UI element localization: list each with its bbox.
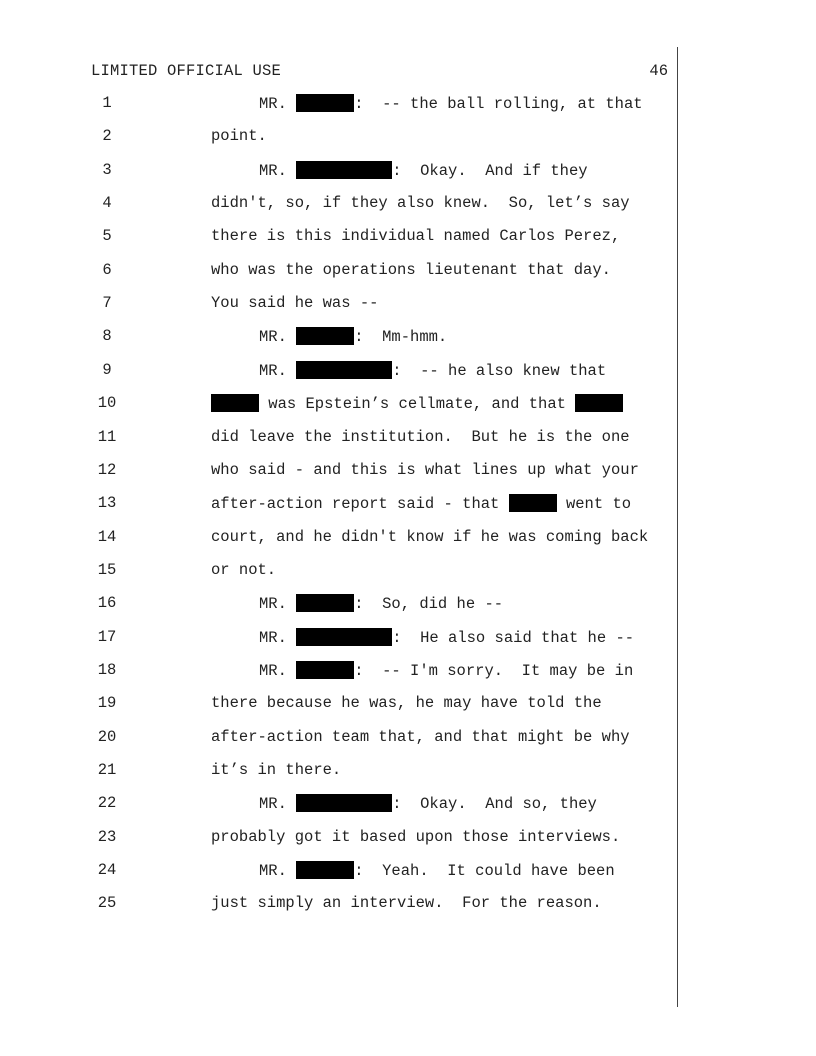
text-segment: MR.	[259, 661, 297, 680]
line-number: 23	[97, 827, 117, 846]
text-segment: court, and he didn't know if he was coming back	[211, 527, 649, 546]
line-number: 22	[97, 794, 117, 813]
redaction-box	[296, 794, 392, 812]
line-number: 10	[97, 394, 117, 413]
text-segment: : -- he also knew that	[392, 361, 607, 380]
line-text	[259, 661, 633, 680]
line-number: 21	[97, 761, 117, 779]
text-segment: was Epstein’s cellmate, and that	[259, 395, 576, 414]
line-number: 11	[97, 427, 117, 446]
text-segment: : Yeah. It could have been	[354, 862, 615, 881]
text-segment: : -- the ball rolling, at that	[354, 95, 643, 113]
redaction-box	[296, 327, 354, 345]
line-number: 1	[102, 94, 112, 112]
line-text	[259, 327, 447, 346]
line-text	[259, 861, 615, 880]
redaction-box	[296, 594, 354, 612]
line-text	[211, 828, 620, 846]
line-number: 15	[97, 560, 117, 579]
text-segment: MR.	[259, 95, 297, 113]
text-segment: after-action team that, and that might be why	[211, 727, 630, 746]
line-text	[211, 227, 620, 245]
redaction-box	[509, 494, 557, 512]
text-segment: MR.	[259, 161, 297, 180]
text-segment: MR.	[259, 595, 297, 614]
text-segment: : Mm-hmm.	[354, 328, 448, 347]
classification-header: LIMITED OFFICIAL USE	[91, 62, 282, 80]
line-number: 14	[97, 527, 117, 546]
line-text	[211, 394, 623, 413]
line-text	[211, 127, 267, 145]
text-segment: MR.	[259, 328, 297, 347]
redaction-box	[296, 361, 392, 379]
redaction-box	[575, 394, 623, 412]
text-segment: after-action report said - that	[211, 495, 509, 514]
line-number: 4	[102, 194, 112, 213]
line-text	[211, 528, 648, 546]
line-number: 13	[97, 494, 117, 513]
line-text	[211, 761, 341, 779]
text-segment: who was the operations lieutenant that day.	[211, 260, 611, 279]
line-number: 20	[97, 727, 117, 746]
line-text	[259, 794, 597, 813]
line-text	[259, 361, 606, 380]
right-margin-rule	[677, 47, 678, 1007]
text-segment: : Okay. And so, they	[392, 795, 597, 814]
text-segment: : So, did he --	[354, 595, 504, 614]
line-number: 8	[102, 327, 112, 346]
line-text	[211, 428, 630, 446]
redaction-box	[296, 861, 354, 879]
line-number: 12	[97, 460, 117, 479]
redaction-box	[296, 94, 354, 112]
line-text	[259, 628, 634, 647]
line-text	[259, 161, 588, 180]
text-segment: there because he was, he may have told the	[211, 694, 602, 713]
line-number: 17	[97, 627, 117, 646]
text-segment: : He also said that he --	[392, 628, 635, 647]
text-segment: did leave the institution. But he is the one	[211, 427, 630, 446]
text-segment: who said - and this is what lines up what your	[211, 460, 639, 479]
line-text	[211, 894, 602, 912]
text-segment: probably got it based upon those interviews.	[211, 827, 621, 846]
line-number: 6	[102, 260, 112, 279]
line-number: 3	[102, 160, 112, 179]
line-number: 9	[102, 360, 112, 379]
text-segment: it’s in there.	[211, 761, 342, 779]
text-segment: : Okay. And if they	[392, 161, 588, 180]
redaction-box	[296, 661, 354, 679]
line-text	[211, 261, 611, 279]
redaction-box	[211, 394, 259, 412]
text-segment: You said he was --	[211, 294, 379, 313]
line-text	[211, 694, 602, 712]
line-number: 2	[102, 127, 112, 146]
text-segment: didn't, so, if they also knew. So, let’s say	[211, 194, 630, 213]
text-segment: or not.	[211, 560, 277, 579]
line-text	[211, 294, 378, 312]
text-segment: MR.	[259, 862, 297, 881]
line-text	[211, 494, 631, 513]
line-number: 7	[102, 294, 112, 313]
line-text	[211, 194, 630, 212]
line-text	[211, 461, 639, 479]
line-text	[259, 594, 503, 613]
text-segment: went to	[556, 495, 632, 514]
page-number: 46	[649, 62, 668, 80]
text-segment: just simply an interview. For the reason.	[211, 894, 602, 913]
text-segment: there is this individual named Carlos Perez,	[211, 227, 621, 246]
text-segment: point.	[211, 127, 267, 146]
line-text	[211, 561, 276, 579]
line-text	[211, 728, 630, 746]
text-segment: MR.	[259, 795, 297, 814]
line-number: 18	[97, 660, 117, 679]
redaction-box	[296, 161, 392, 179]
line-number: 5	[102, 227, 112, 246]
line-number: 24	[97, 861, 117, 880]
text-segment: MR.	[259, 361, 297, 380]
redaction-box	[296, 628, 392, 646]
line-text	[259, 94, 643, 113]
line-number: 16	[97, 594, 117, 613]
line-number: 25	[97, 894, 117, 913]
text-segment: MR.	[259, 628, 297, 647]
text-segment: : -- I'm sorry. It may be in	[354, 661, 634, 680]
line-number: 19	[97, 694, 117, 713]
